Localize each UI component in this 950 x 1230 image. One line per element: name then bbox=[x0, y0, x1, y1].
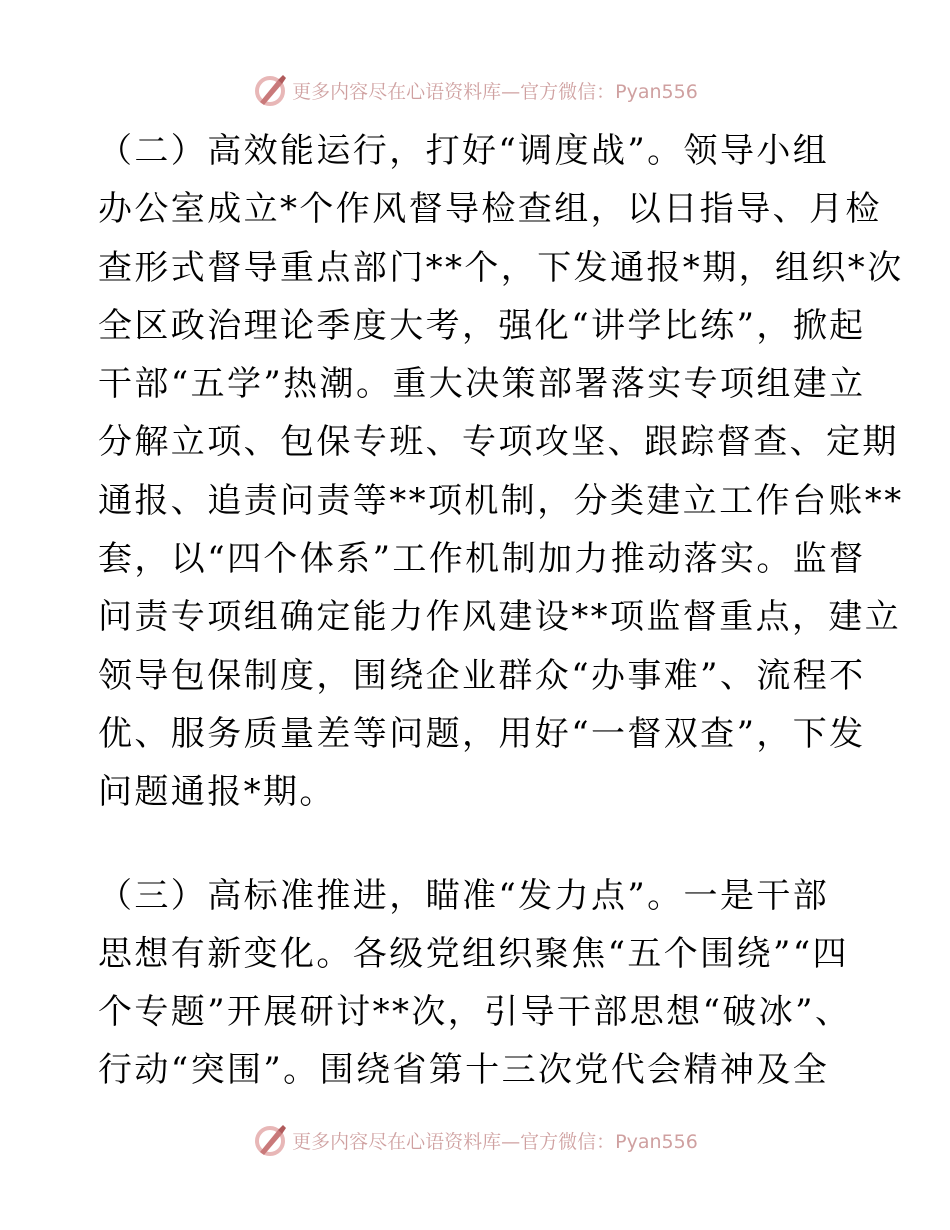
text-line: 全区政治理论季度大考，强化“讲学比练”，掀起 bbox=[98, 305, 866, 346]
paragraph-spacer bbox=[98, 822, 858, 867]
text-line: 领导包保制度，围绕企业群众“办事难”、流程不 bbox=[98, 655, 866, 696]
footer-watermark-text: 更多内容尽在心语资料库—官方微信：Pyan556 bbox=[292, 1130, 698, 1153]
text-line: 问责专项组确定能力作风建设**项监督重点，建立 bbox=[98, 597, 902, 638]
footer-watermark bbox=[0, 1120, 950, 1160]
text-line: 优、服务质量差等问题，用好“一督双查”，下发 bbox=[98, 713, 866, 754]
text-line: 通报、追责问责等**项机制，分类建立工作台账** bbox=[98, 480, 904, 521]
text-line: 办公室成立*个作风督导检查组，以日指导、月检 bbox=[98, 189, 882, 230]
document-body bbox=[98, 122, 904, 1100]
text-line: 套，以“四个体系”工作机制加力推动落实。监督 bbox=[98, 539, 866, 580]
pen-logo-icon bbox=[252, 72, 288, 108]
text-line: （三）高标准推进，瞄准“发力点”。一是干部 bbox=[98, 875, 830, 916]
text-line: 问题通报*期。 bbox=[98, 772, 336, 813]
text-line: （二）高效能运行，打好“调度战”。领导小组 bbox=[98, 131, 830, 171]
text-line: 行动“突围”。围绕省第十三次党代会精神及全 bbox=[98, 1050, 830, 1091]
text-line: 思想有新变化。各级党组织聚焦“五个围绕”“四 bbox=[98, 933, 849, 974]
text-line: 个专题”开展研讨**次，引导干部思想“破冰”、 bbox=[98, 992, 852, 1033]
header-watermark-text: 更多内容尽在心语资料库—官方微信：Pyan556 bbox=[292, 80, 698, 103]
text-line: 分解立项、包保专班、专项攻坚、跟踪督查、定期 bbox=[98, 422, 899, 463]
paragraph-2 bbox=[98, 122, 904, 822]
paragraph-3 bbox=[98, 867, 858, 1100]
text-line: 查形式督导重点部门**个，下发通报*期，组织*次 bbox=[98, 247, 904, 288]
header-watermark bbox=[0, 70, 950, 110]
text-line: 干部“五学”热潮。重大决策部署落实专项组建立 bbox=[98, 364, 866, 405]
pen-logo-icon bbox=[252, 1122, 288, 1158]
